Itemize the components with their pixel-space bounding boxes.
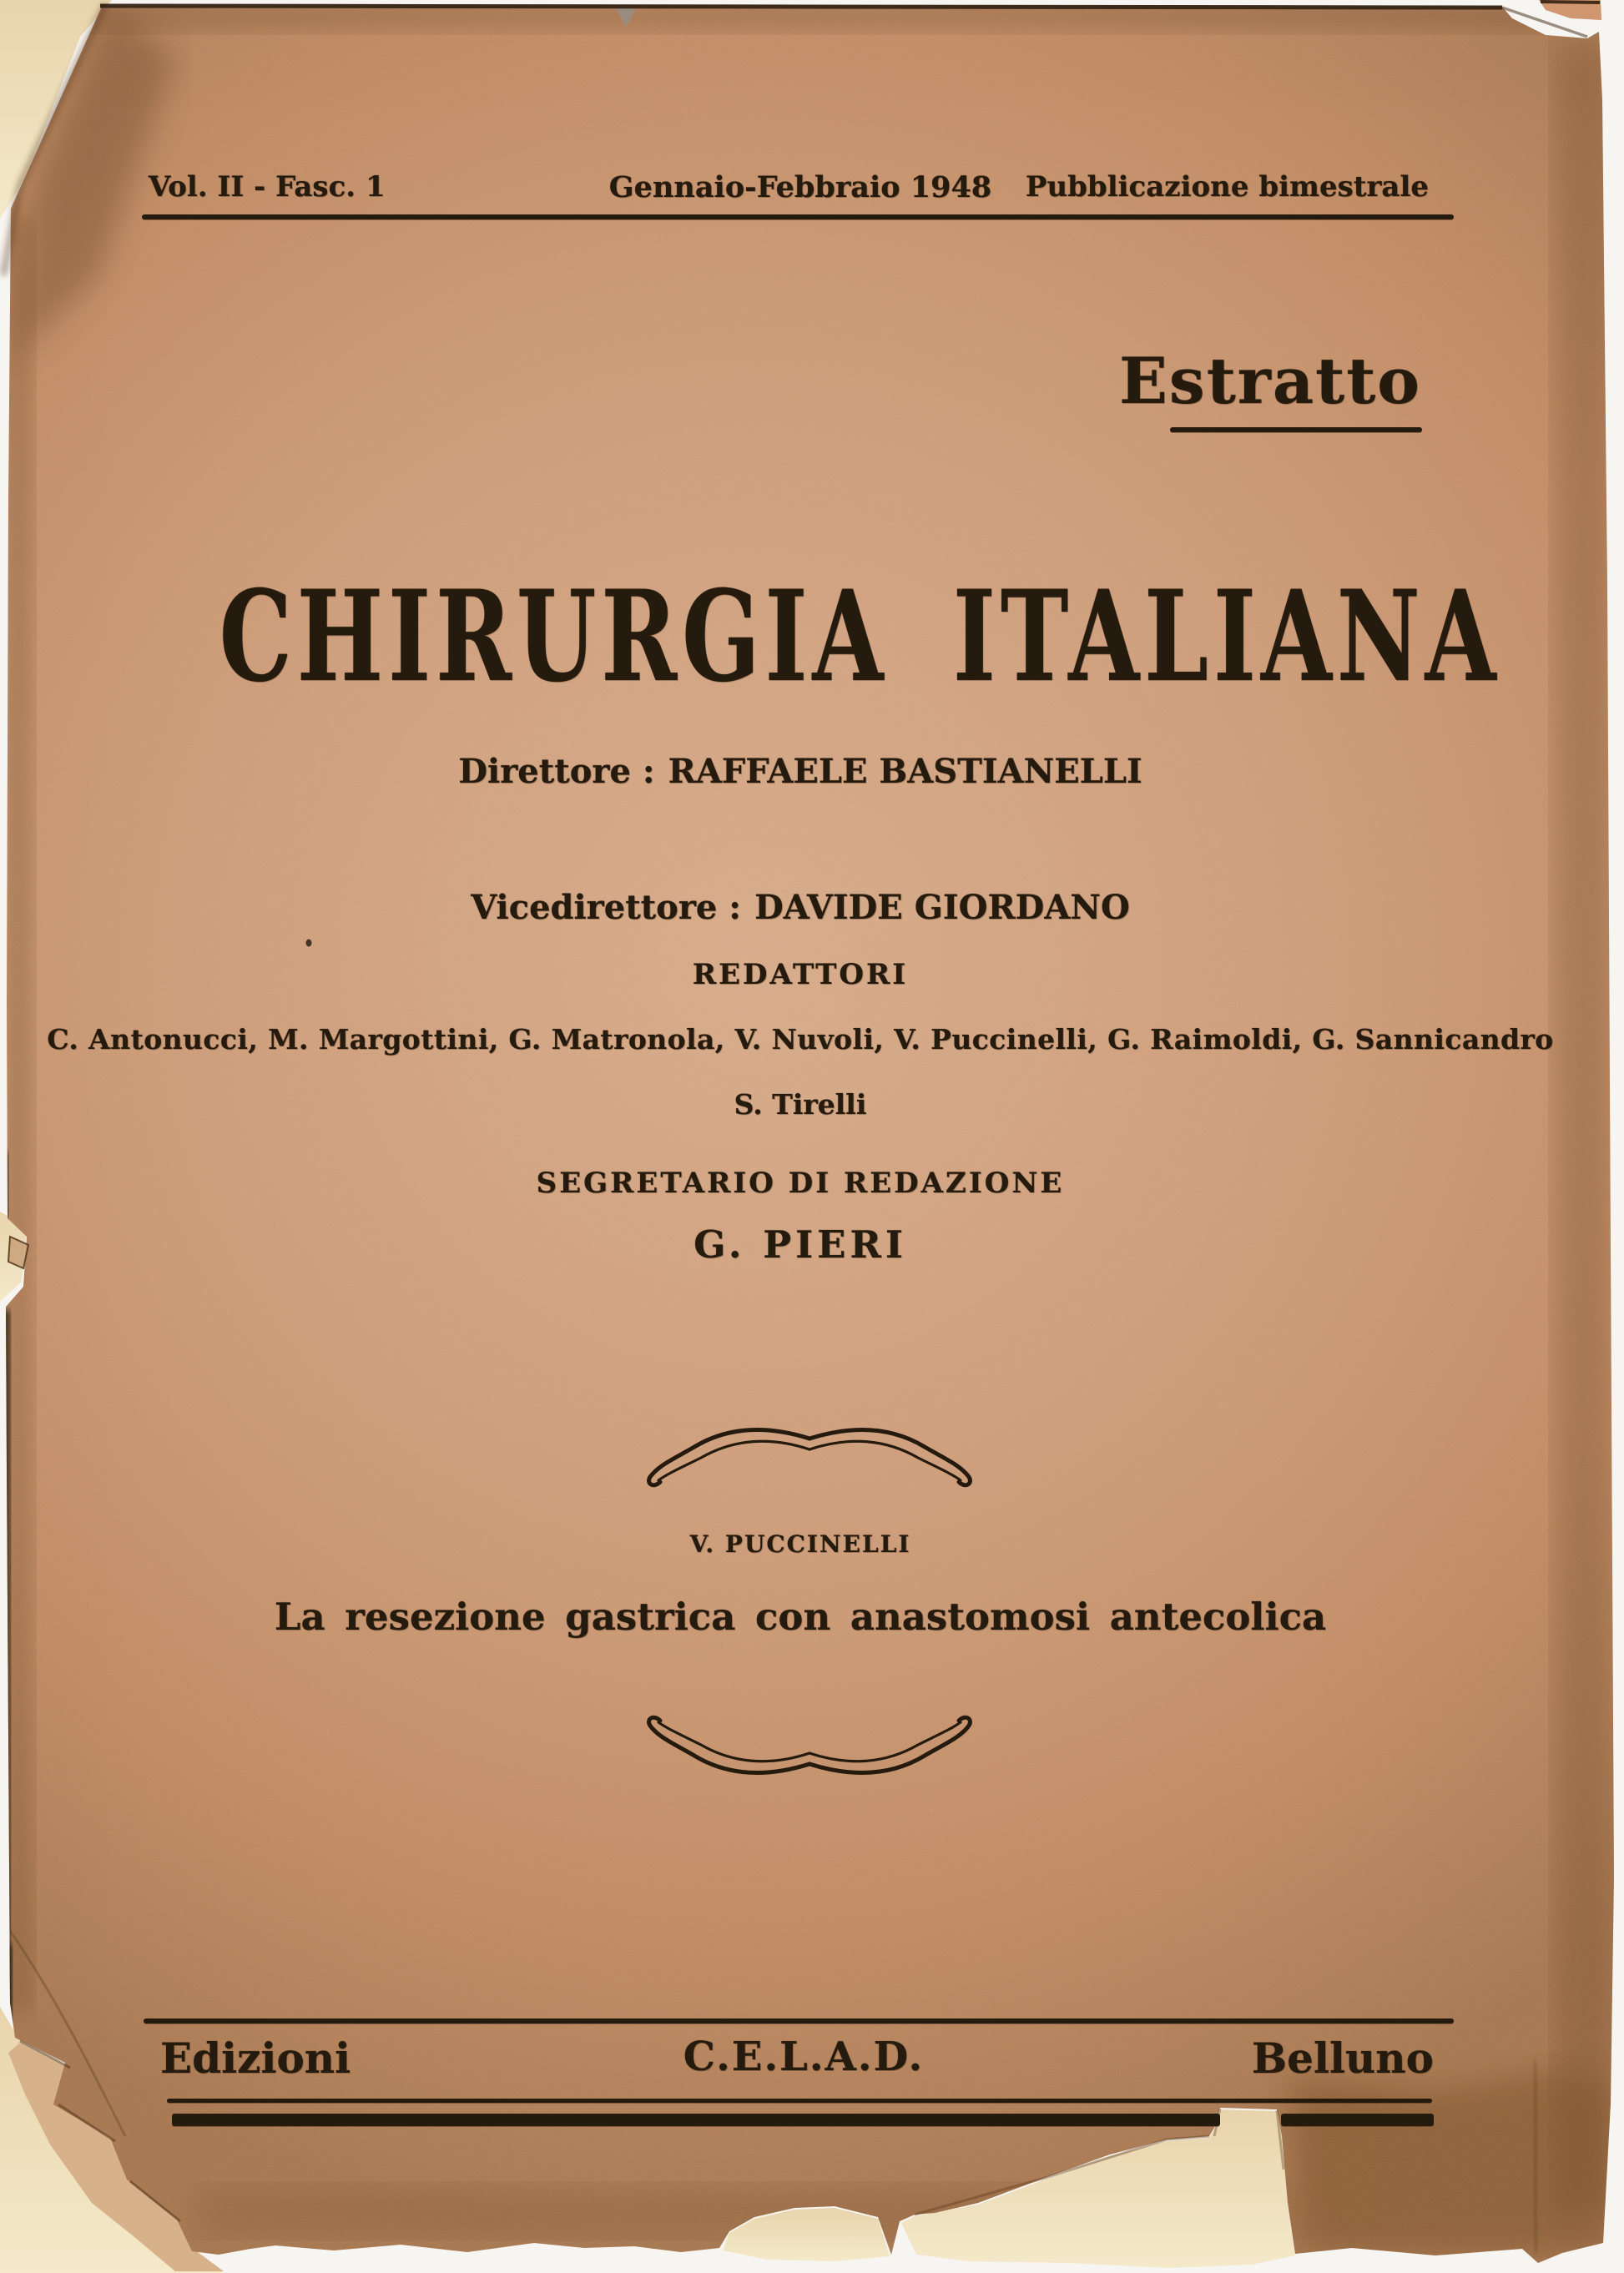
publisher-label: Edizioni — [160, 2034, 351, 2083]
footer-rule-thin — [167, 2099, 1432, 2103]
flourish-ornament-top — [633, 1410, 986, 1490]
volume-fascicle: Vol. II - Fasc. 1 — [149, 170, 386, 204]
publisher-name: C.E.L.A.D. — [683, 2034, 925, 2080]
director-name: RAFFAELE BASTIANELLI — [668, 752, 1142, 791]
editors-heading: REDATTORI — [692, 958, 909, 991]
footer-rule-thick-right — [1281, 2114, 1434, 2126]
vice-director-name: DAVIDE GIORDANO — [754, 888, 1130, 927]
director-label: Direttore : — [458, 752, 655, 791]
article-author: V. PUCCINELLI — [689, 1530, 911, 1558]
publication-frequency: Pubblicazione bimestrale — [1025, 170, 1429, 204]
estratto-underline — [1170, 427, 1422, 432]
publisher-city: Belluno — [1251, 2034, 1434, 2083]
vice-director-line — [0, 890, 1612, 925]
secretary-name: G. PIERI — [693, 1222, 907, 1267]
article-title: La resezione gastrica con anastomosi antecolica — [274, 1595, 1327, 1639]
flourish-ornament-bottom — [633, 1712, 986, 1792]
vice-director-label: Vicedirettore : — [471, 888, 742, 927]
header-rule — [142, 214, 1454, 219]
journal-title: CHIRURGIA ITALIANA — [219, 563, 1501, 710]
editors-names-line2: S. Tirelli — [734, 1088, 867, 1121]
secretary-heading: SEGRETARIO DI REDAZIONE — [536, 1167, 1065, 1200]
estratto-label: Estratto — [1118, 344, 1421, 418]
director-line — [0, 753, 1612, 789]
footer-rule-top — [144, 2018, 1454, 2024]
editors-names-line1: C. Antonucci, M. Margottini, G. Matronola, V. Nuvoli, V. Puccinelli, G. Raimoldi, G. Sannicandro — [47, 1023, 1554, 1056]
footer-rule-thick-left — [172, 2114, 1220, 2126]
issue-date: Gennaio-Febbraio 1948 — [608, 170, 992, 204]
